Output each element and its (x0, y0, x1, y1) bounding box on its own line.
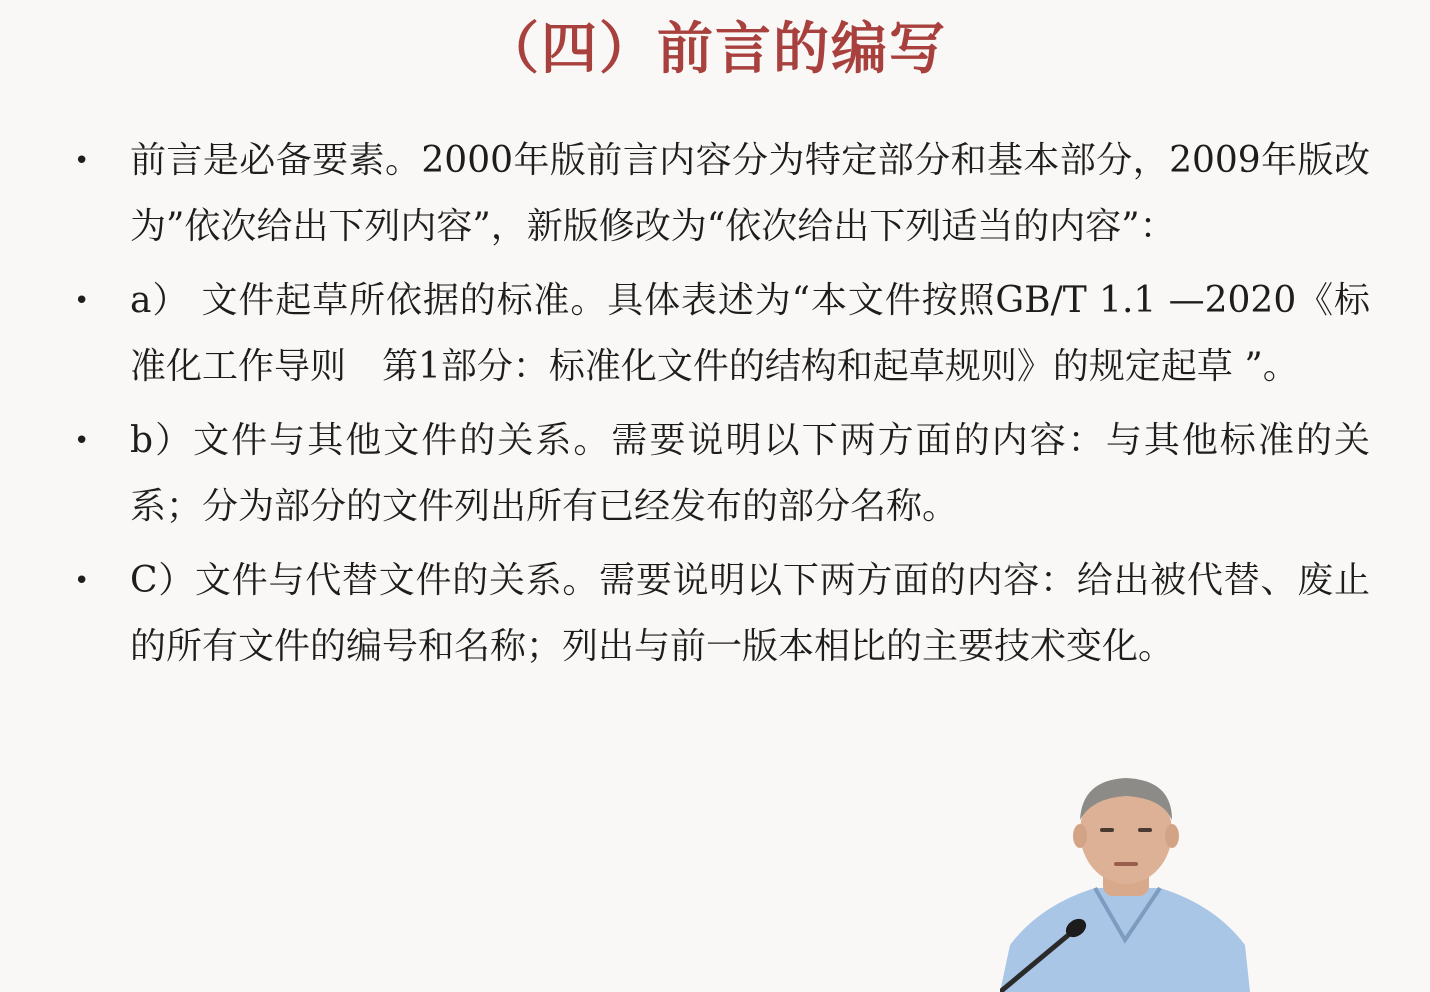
bullet-marker: • (74, 426, 90, 456)
bullet-item-basis-standard (70, 268, 1370, 400)
bullet-item-relation-replaced (70, 548, 1370, 680)
bullet-marker: • (74, 146, 90, 176)
presenter-video (1000, 770, 1250, 992)
slide-title: （四）前言的编写 (483, 17, 947, 82)
bullet-text: a） 文件起草所依据的标准。具体表述为“本文件按照GB/T 1.1 —2020《标准化工作导则 第1部分：标准化文件的结构和起草规则》的规定起草 ”。 (130, 280, 1370, 387)
bullet-list (70, 128, 1370, 680)
bullet-text: C）文件与代替文件的关系。需要说明以下两方面的内容：给出被代替、废止的所有文件的编号和名称；列出与前一版本相比的主要技术变化。 (130, 560, 1370, 667)
bullet-text: b）文件与其他文件的关系。需要说明以下两方面的内容：与其他标准的关系；分为部分的文件列出所有已经发布的部分名称。 (130, 420, 1370, 527)
bullet-item-relation-other (70, 408, 1370, 540)
bullet-text: 前言是必备要素。2000年版前言内容分为特定部分和基本部分，2009年版改为”依次给出下列内容”，新版修改为“依次给出下列适当的内容”： (130, 140, 1370, 247)
bullet-marker: • (74, 566, 90, 596)
bullet-item-preface-required (70, 128, 1370, 260)
bullet-marker: • (74, 286, 90, 316)
